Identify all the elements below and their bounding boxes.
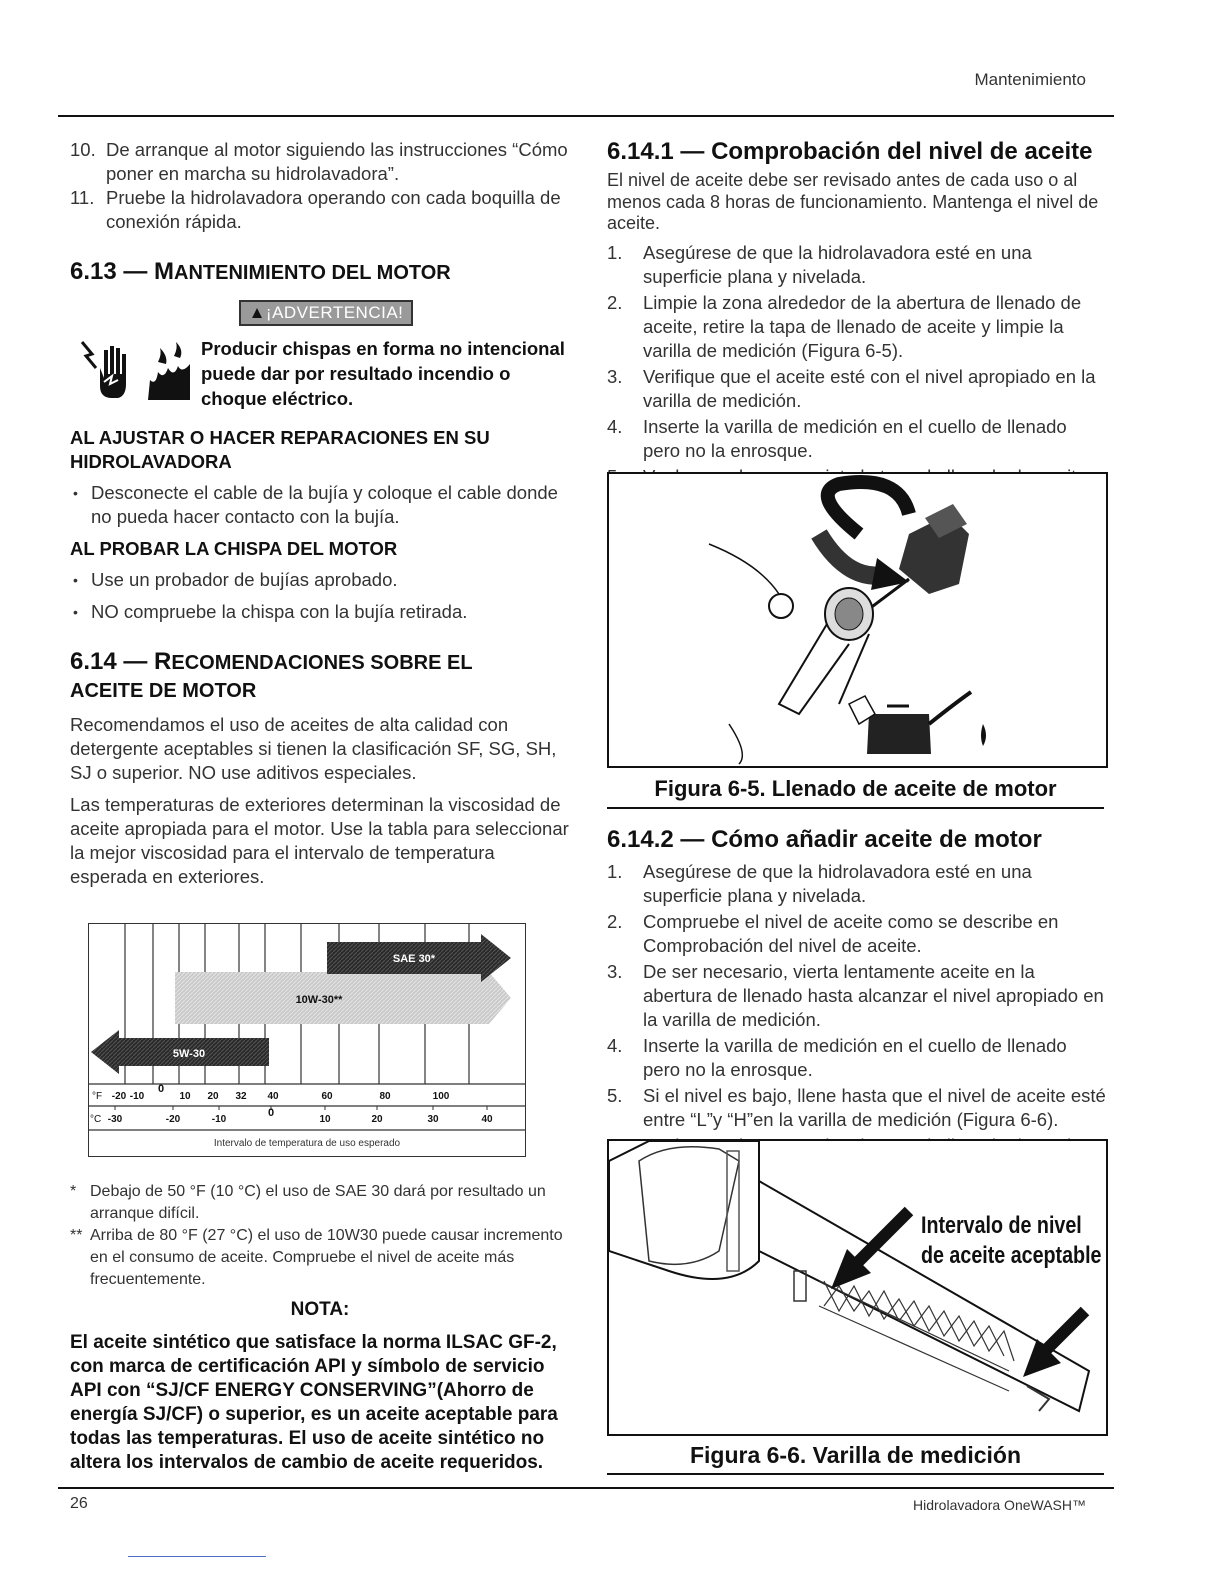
figure-6-5-illustration	[607, 472, 1108, 768]
list-item: • Use un probador de bujías aprobado.	[70, 568, 570, 592]
figure-6-5-caption: Figura 6-5. Llenado de aceite de motor	[654, 776, 1057, 801]
tick-label-f: 20	[207, 1091, 219, 1102]
bar-label-sae30: SAE 30*	[392, 953, 436, 965]
warning-tag: ▲¡ADVERTENCIA!	[239, 300, 414, 326]
warning-text: Producir chispas en forma no intencional puede dar por resultado incendio o choque eléctrico.	[201, 338, 565, 409]
steps-continued	[70, 138, 570, 234]
section-6-14-title: 6.14 — RECOMENDACIONES SOBRE EL	[70, 648, 473, 675]
tick-label-c: -20	[165, 1114, 181, 1125]
running-header: Mantenimiento	[974, 70, 1086, 89]
warning-heading-repairs: AL AJUSTAR O HACER REPARACIONES EN SU HIDROLAVADORA	[70, 427, 490, 472]
steps-check-oil	[607, 241, 1107, 489]
tick-label-f: -20	[111, 1091, 127, 1102]
viscosity-chart-svg	[89, 924, 525, 1156]
header-rule	[58, 115, 1114, 117]
chart-caption: Intervalo de temperatura de uso esperado	[213, 1138, 401, 1149]
footnote: * Debajo de 50 °F (10 °C) el uso de SAE 30 dará por resultado un arranque difícil.	[70, 1183, 546, 1222]
list-item: 2. Limpie la zona alrededor de la abertura de llenado de aceite, retire la tapa de llenado de aceite y limpie la varilla de medición (Figura 6-5).	[607, 291, 1082, 361]
tick-label-f: 100	[432, 1091, 450, 1102]
dipstick-label: Intervalo de nivel de aceite aceptable	[921, 1212, 1102, 1269]
list-item: 5. Si el nivel es bajo, llene hasta que el nivel de aceite esté entre “L”y “H”en la varilla de medición (Figura 6-6).	[607, 1085, 1106, 1130]
axis-unit-f: °F	[92, 1091, 103, 1102]
figure-6-5-rule	[607, 807, 1104, 809]
tick-label-f: 0	[157, 1083, 165, 1095]
tick-label-c: 20	[371, 1114, 383, 1125]
paragraph-viscosity: Las temperaturas de exteriores determinan la viscosidad de aceite apropiada para el motor. Use la tabla para seleccionar la mejor viscosidad para el intervalo de temperatura esperada en exteriores.	[70, 794, 569, 887]
left-column	[70, 138, 570, 889]
list-item: 1. Asegúrese de que la hidrolavadora esté en una superficie plana y nivelada.	[607, 241, 1032, 287]
page-number: 26	[70, 1495, 88, 1512]
tick-label-c: -10	[211, 1114, 227, 1125]
list-item: • NO compruebe la chispa con la bujía retirada.	[70, 600, 570, 624]
steps-add-oil	[607, 860, 1107, 1158]
bottom-decor-line	[128, 1556, 266, 1557]
bar-label-10w30: 10W-30**	[295, 994, 343, 1006]
footer-rule	[58, 1487, 1114, 1489]
tick-label-c: 0	[267, 1107, 275, 1119]
warning-triangle-icon: ▲	[248, 303, 266, 322]
tick-label-f: 60	[321, 1091, 333, 1102]
warning-heading-spark: AL PROBAR LA CHISPA DEL MOTOR	[70, 538, 398, 559]
tick-label-c: -30	[107, 1114, 123, 1125]
bar-10w30	[175, 972, 511, 1024]
tick-label-f: 80	[379, 1091, 391, 1102]
tick-label-f: -10	[129, 1091, 145, 1102]
section-6-13-title: 6.13 — MANTENIMIENTO DEL MOTOR	[70, 258, 451, 285]
section-6-14-1-title: 6.14.1 — Comprobación del nivel de aceite	[607, 138, 1093, 165]
oil-fill-illustration	[609, 474, 1106, 766]
footnotes-block	[70, 1181, 570, 1475]
section-6-14-2	[607, 826, 1107, 1160]
tick-label-c: 40	[481, 1114, 493, 1125]
list-item: 3. De ser necesario, vierta lentamente aceite en la abertura de llenado hasta alcanzar el nivel apropiado en la varilla de medición.	[607, 961, 1104, 1030]
warning-block	[70, 332, 570, 409]
shock-fire-hazard-icon	[78, 334, 198, 410]
list-item: 2. Compruebe el nivel de aceite como se describe en Comprobación del nivel de aceite.	[607, 911, 1059, 956]
list-item: • Desconecte el cable de la bujía y coloque el cable donde no pueda hacer contacto con la bujía.	[70, 481, 570, 529]
tick-label-c: 30	[427, 1114, 439, 1125]
warning-banner	[70, 300, 570, 326]
viscosity-chart	[88, 923, 526, 1157]
note-body: El aceite sintético que satisface la norma ILSAC GF-2, con marca de certificación API y símbolo de servicio API con “SJ/CF ENERGY CONSERVING”(Ahorro de energía SJ/CF) o superior, es un aceite aceptable para todas las temperaturas. El uso de aceite sintético no altera los intervalos de cambio de aceite requeridos.	[70, 1332, 558, 1473]
warning-list-spark	[70, 568, 570, 624]
figure-6-6-rule	[607, 1473, 1104, 1475]
section-6-14-2-title: 6.14.2 — Cómo añadir aceite de motor	[607, 826, 1042, 853]
list-item: 4. Inserte la varilla de medición en el cuello de llenado pero no la enrosque.	[607, 1035, 1067, 1080]
list-item: 4. Inserte la varilla de medición en el cuello de llenado pero no la enrosque.	[607, 415, 1067, 461]
dipstick-illustration	[609, 1141, 1106, 1434]
footnote: ** Arriba de 80 °F (27 °C) el uso de 10W30 puede causar incremento en el consumo de aceite. Compruebe el nivel de aceite más frecuentemente.	[70, 1227, 563, 1288]
list-item: 3. Verifique que el aceite esté con el nivel apropiado en la varilla de medición.	[607, 365, 1096, 411]
axis-unit-c: °C	[90, 1114, 102, 1125]
bar-label-5w30: 5W-30	[172, 1048, 206, 1060]
tick-label-f: 10	[179, 1091, 191, 1102]
section-6-14-title-line2: ACEITE DE MOTOR	[70, 680, 257, 702]
note-title: NOTA:	[290, 1299, 350, 1320]
warning-list-repairs	[70, 481, 570, 529]
list-item: 10. De arranque al motor siguiendo las instrucciones “Cómo poner en marcha su hidrolavadora”.	[70, 139, 568, 184]
tick-label-f: 32	[235, 1091, 247, 1102]
tick-label-f: 40	[267, 1091, 279, 1102]
figure-6-6-caption: Figura 6-6. Varilla de medición	[689, 1442, 1022, 1468]
list-item: 1. Asegúrese de que la hidrolavadora esté en una superficie plana y nivelada.	[607, 861, 1032, 906]
tick-label-c: 10	[319, 1114, 331, 1125]
right-column	[607, 138, 1107, 491]
product-name: Hidrolavadora OneWASH™	[913, 1497, 1086, 1513]
list-item: 11. Pruebe la hidrolavadora operando con cada boquilla de conexión rápida.	[70, 187, 561, 232]
figure-6-6-illustration	[607, 1139, 1108, 1436]
paragraph-check-oil: El nivel de aceite debe ser revisado antes de cada uso o al menos cada 8 horas de funcionamiento. Mantenga el nivel de aceite.	[607, 170, 1099, 233]
paragraph-oil-quality: Recomendamos el uso de aceites de alta calidad con detergente aceptables si tienen la clasificación SF, SG, SH, SJ o superior. NO use aditivos especiales.	[70, 714, 557, 783]
